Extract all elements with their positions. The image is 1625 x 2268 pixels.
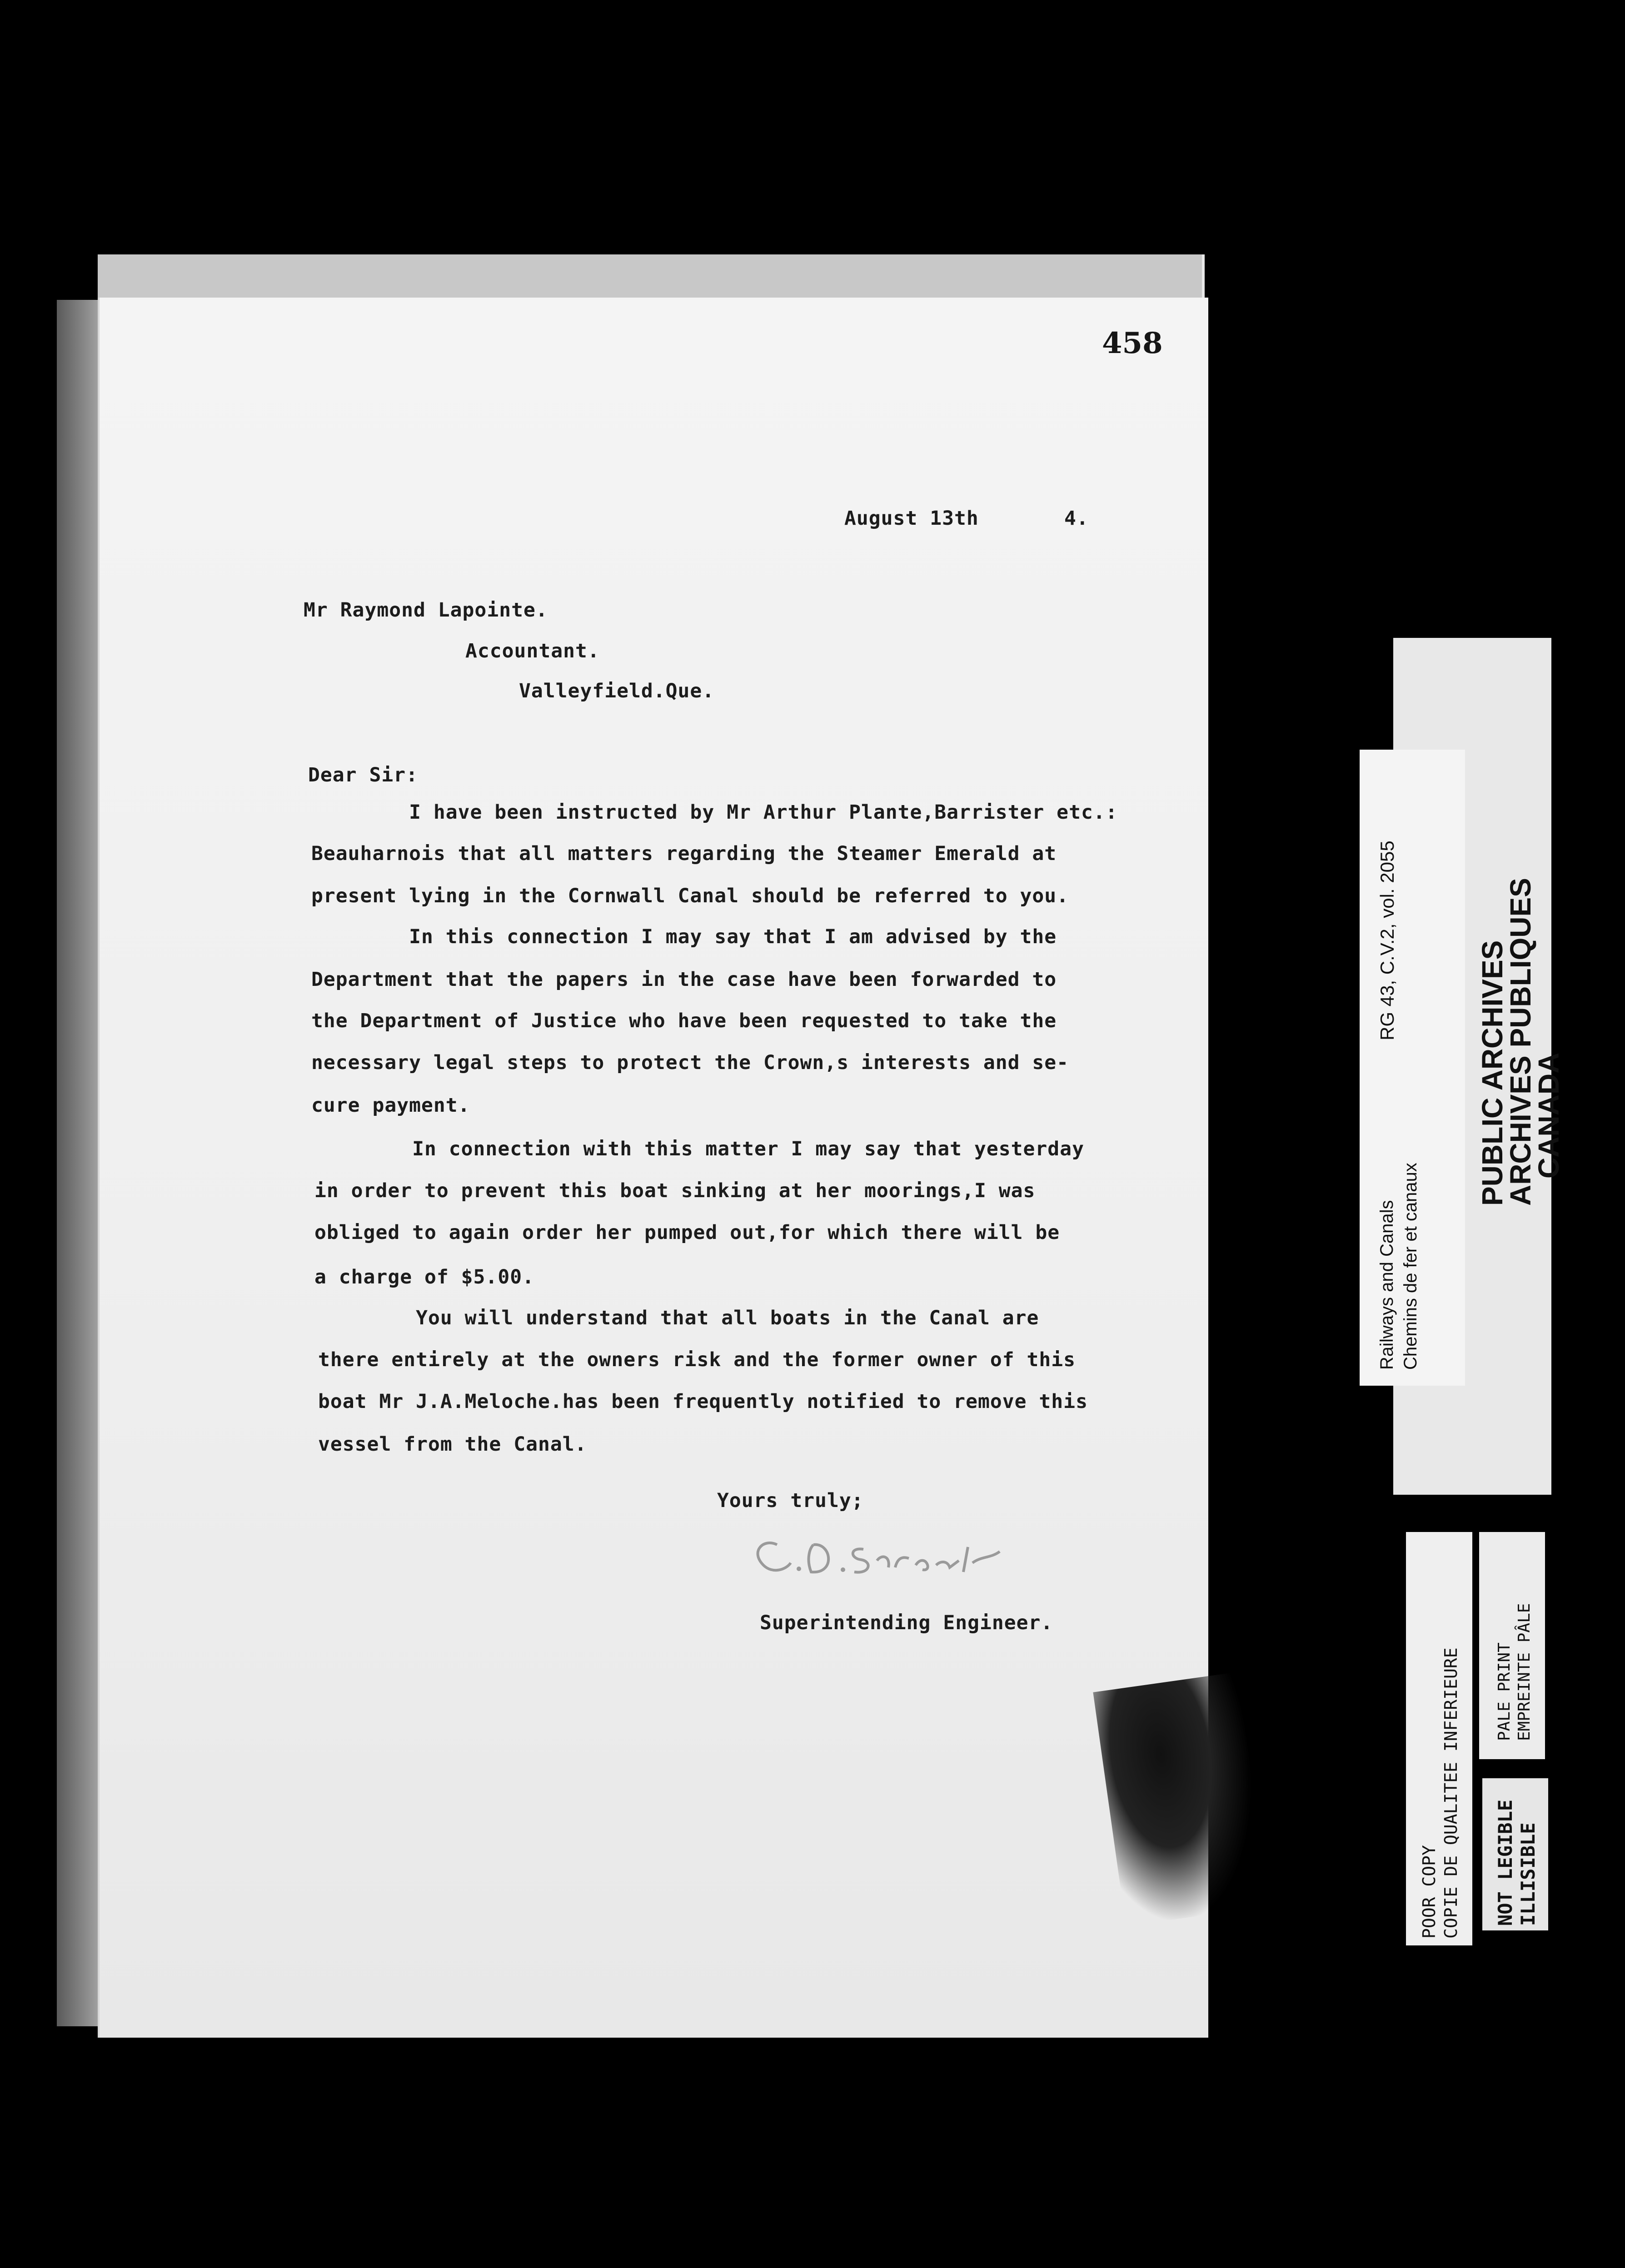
body-line: present lying in the Cornwall Canal should be referred to you. [311,885,1069,907]
recipient-title: Accountant. [465,640,600,662]
body-line: in order to prevent this boat sinking at her moorings,I was [314,1179,1036,1202]
pale-print-fr: EMPREINTE PÂLE [1515,1603,1534,1741]
recipient-place: Valleyfield.Que. [519,680,715,702]
body-line: there entirely at the owners risk and the former owner of this [318,1348,1076,1371]
body-line: You will understand that all boats in the Canal are [318,1307,1039,1329]
archive-reference: RG 43, C.V.2, vol. 2055 [1376,841,1398,1040]
page-number: 458 [1102,326,1163,360]
signature-title: Superintending Engineer. [760,1611,1053,1634]
poor-copy-label [1406,1532,1472,1945]
pale-print-en: PALE PRINT [1495,1642,1514,1741]
archive-name-en: PUBLIC ARCHIVES [1476,940,1509,1206]
not-legible-en: NOT LEGIBLE [1494,1799,1516,1926]
archive-country: CANADA [1532,1052,1565,1179]
not-legible-fr: ILLISIBLE [1517,1822,1539,1926]
body-line: necessary legal steps to protect the Crown,s interests and se- [311,1051,1069,1074]
poor-copy-fr: COPIE DE QUALITEE INFERIEURE [1441,1647,1461,1939]
series-name-en: Railways and Canals [1377,1200,1397,1370]
letter-page [98,298,1208,2038]
archive-reference-card [1360,750,1465,1386]
pale-print-label [1479,1532,1545,1759]
series-name-fr: Chemins de fer et canaux [1401,1163,1421,1370]
not-legible-label [1482,1778,1548,1930]
body-line: boat Mr J.A.Meloche.has been frequently notified to remove this [318,1390,1088,1413]
closing: Yours truly; [717,1489,864,1512]
poor-copy-en: POOR COPY [1419,1845,1439,1939]
salutation: Dear Sir: [308,764,418,786]
body-line: vessel from the Canal. [318,1433,587,1456]
handwritten-signature [745,1533,1027,1583]
recipient-name: Mr Raymond Lapointe. [304,599,548,622]
body-line: In connection with this matter I may say that yesterday [314,1138,1084,1160]
body-line: the Department of Justice who have been requested to take the [311,1010,1057,1032]
body-line: cure payment. [311,1094,470,1117]
body-line: Beauharnois that all matters regarding the Steamer Emerald at [311,842,1057,865]
body-line: In this connection I may say that I am advised by the [311,925,1057,948]
body-line: obliged to again order her pumped out,for which there will be [314,1221,1060,1244]
body-line: a charge of $5.00. [314,1266,534,1288]
archive-name-fr: ARCHIVES PUBLIQUES [1504,878,1537,1206]
date-line: August 13th 4. [844,507,1089,530]
body-line: Department that the papers in the case have been forwarded to [311,968,1057,991]
body-line: I have been instructed by Mr Arthur Plante,Barrister etc.: [311,801,1118,824]
